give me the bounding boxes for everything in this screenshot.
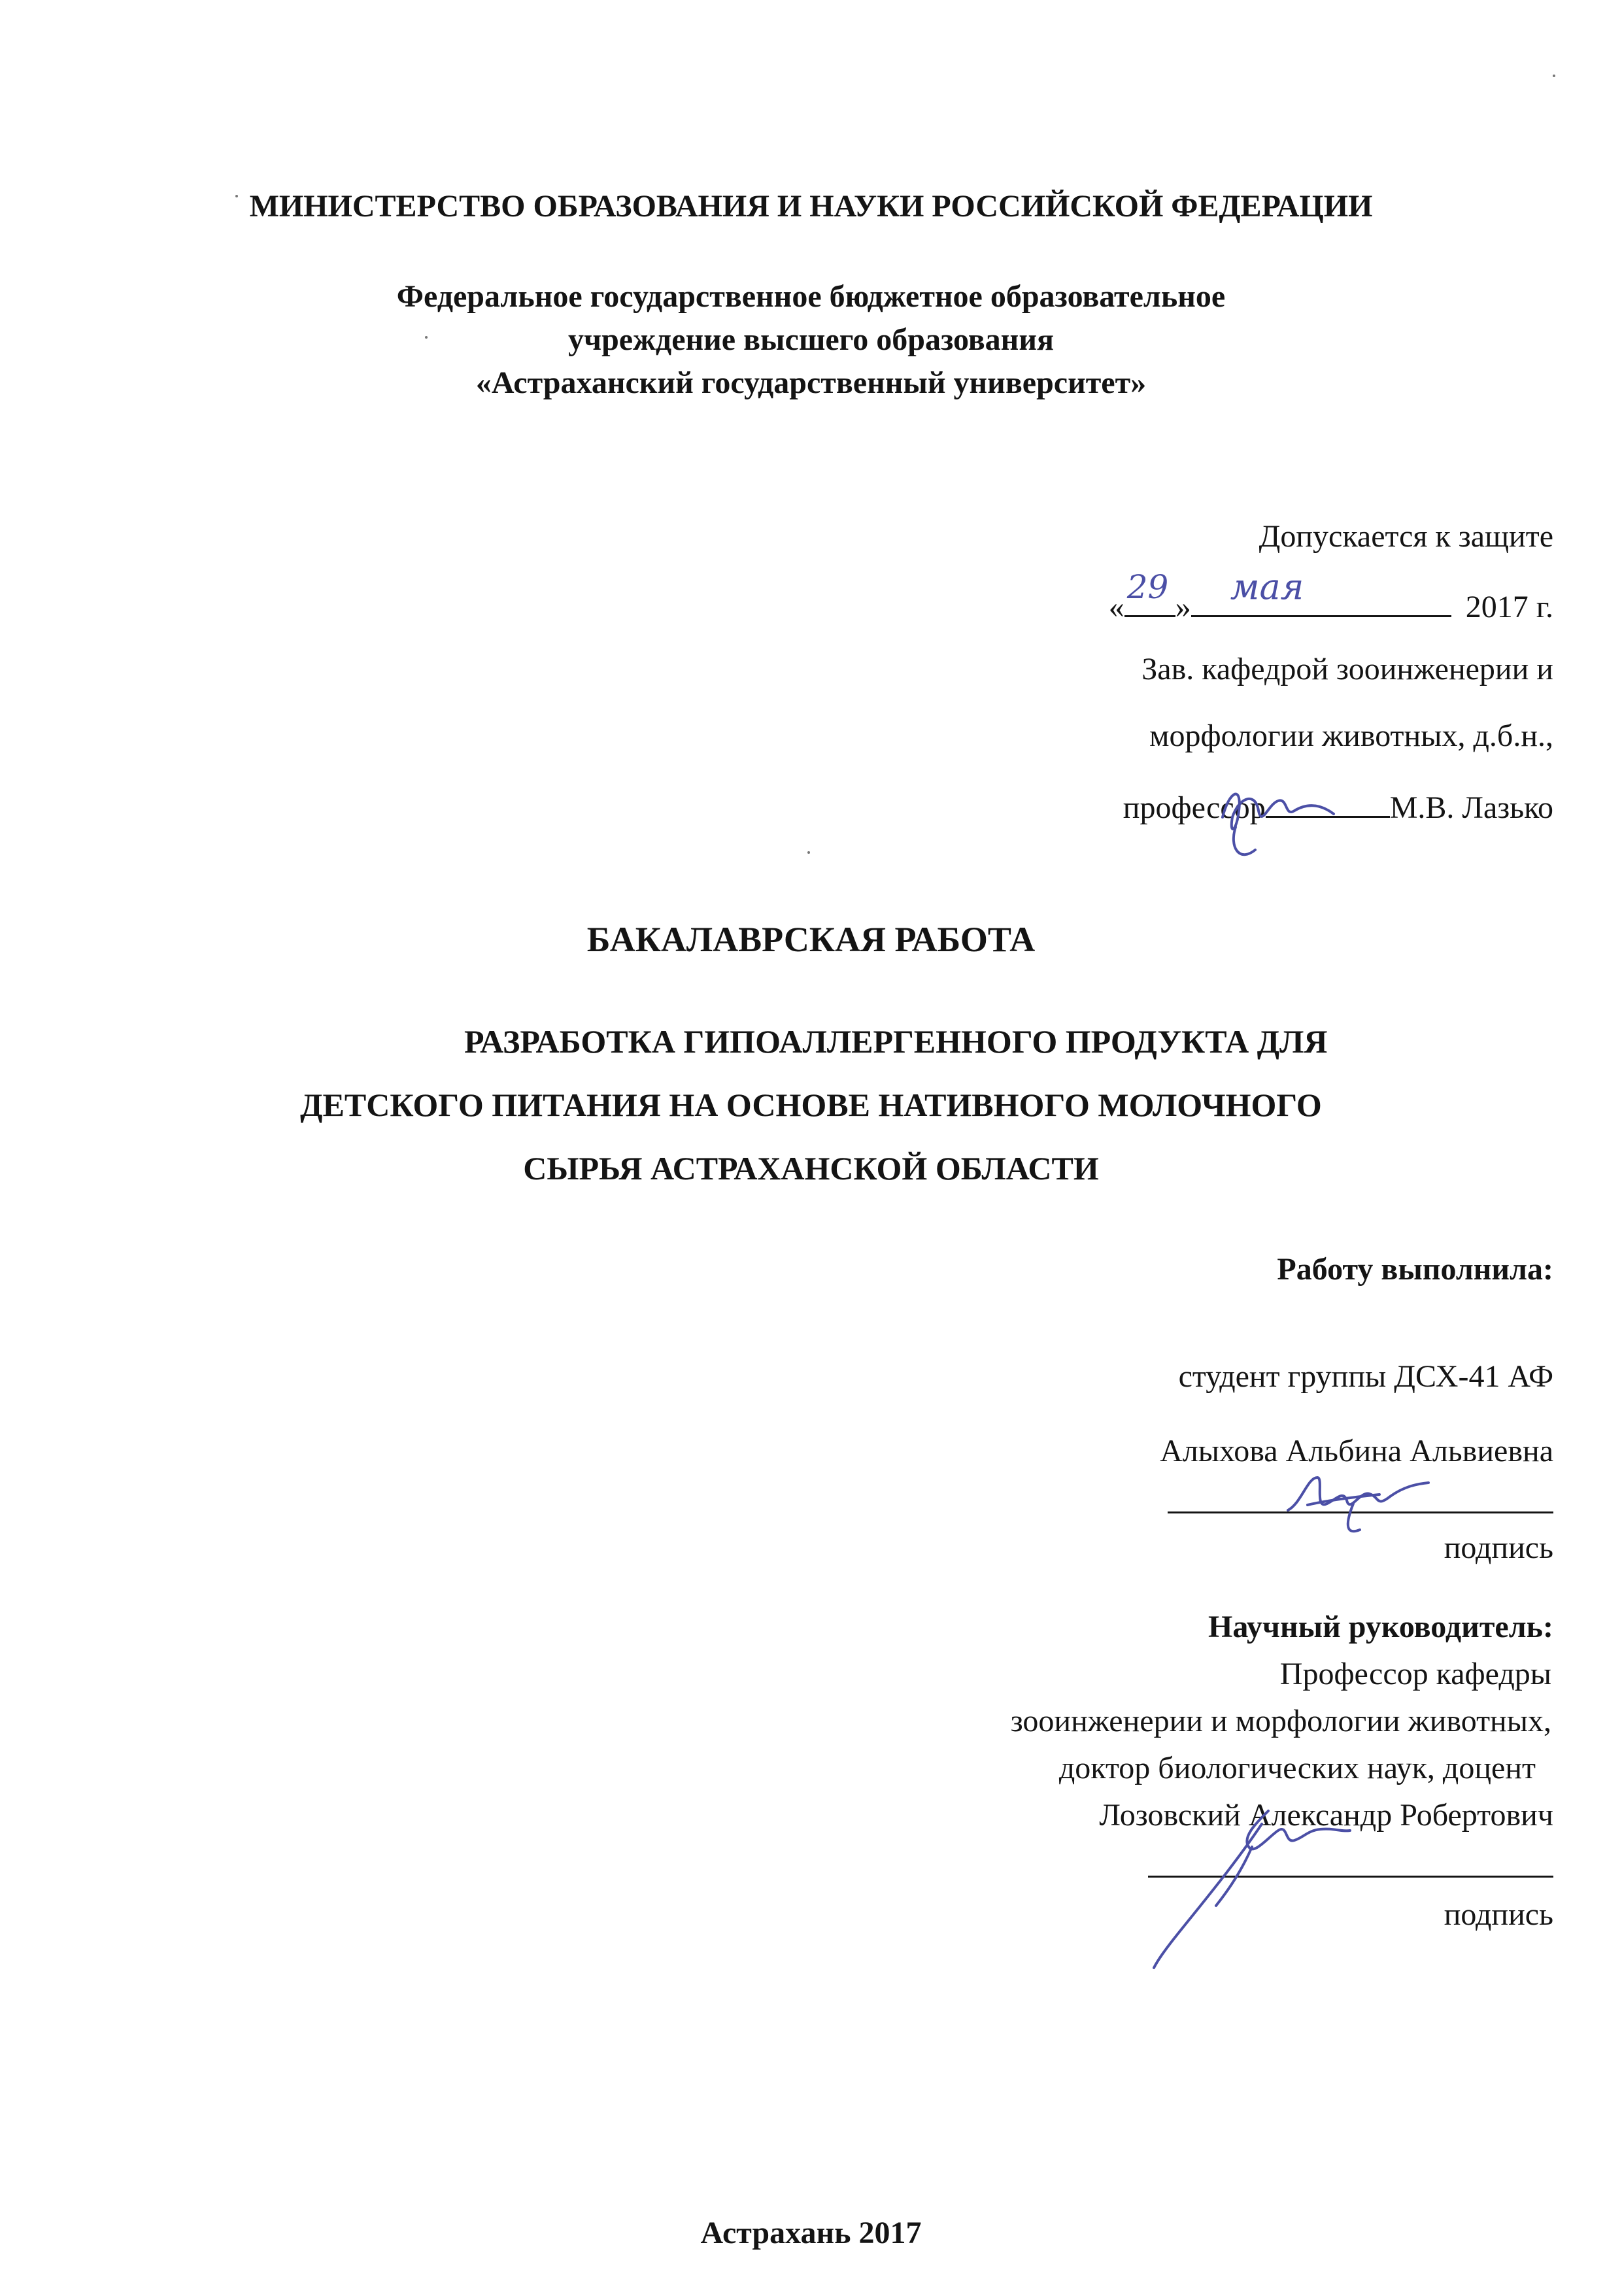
date-close-quote: » [1175, 590, 1191, 624]
head-name: М.В. Лазько [1389, 790, 1553, 825]
scan-speck [425, 336, 428, 339]
date-open-quote: « [1108, 590, 1124, 624]
institution-line-2: учреждение высшего образования [568, 322, 1054, 357]
author-group: студент группы ДСХ-41 АФ [1178, 1359, 1553, 1394]
date-day-field [1124, 568, 1175, 617]
admitted-to-defense: Допускается к защите [1259, 519, 1553, 554]
date-month-handwritten: мая [1230, 566, 1304, 607]
work-title-line-1: РАЗРАБОТКА ГИПОАЛЛЕРГЕННОГО ПРОДУКТА ДЛЯ [464, 1023, 1328, 1060]
supervisor-name: Лозовский Александр Робертович [1099, 1798, 1553, 1832]
institution-line-1: Федеральное государственное бюджетное образовательное [396, 279, 1226, 314]
supervisor-signature-caption: подпись [1444, 1897, 1553, 1932]
scan-speck [807, 851, 810, 854]
author-heading: Работу выполнила: [1277, 1252, 1553, 1287]
university-name: «Астраханский государственный университет» [475, 365, 1147, 400]
date-month-field [1191, 566, 1451, 617]
approval-date [1108, 566, 1553, 624]
department-head-line-2: морфологии животных, д.б.н., [1149, 718, 1553, 753]
supervisor-line-3: доктор биологических наук, доцент [1058, 1751, 1536, 1785]
work-type: БАКАЛАВРСКАЯ РАБОТА [586, 920, 1036, 959]
scan-speck [1553, 75, 1555, 77]
work-title-line-3: СЫРЬЯ АСТРАХАНСКОЙ ОБЛАСТИ [523, 1150, 1099, 1187]
department-head-line-1: Зав. кафедрой зооинженерии и [1141, 652, 1553, 686]
author-signature-caption: подпись [1444, 1530, 1553, 1565]
author-name: Алыхова Альбина Альвиевна [1160, 1434, 1553, 1468]
author-signature-field [1168, 1483, 1553, 1513]
supervisor-line-2: зооинженерии и морфологии животных, [1010, 1704, 1551, 1738]
department-head-signature-line [1123, 787, 1553, 824]
supervisor-signature-field [1148, 1847, 1553, 1878]
supervisor-heading: Научный руководитель: [1208, 1610, 1553, 1644]
supervisor-line-1: Профессор кафедры [1279, 1657, 1551, 1691]
date-day-handwritten: 29 [1126, 568, 1169, 606]
scan-speck [235, 195, 238, 197]
work-title-line-2: ДЕТСКОГО ПИТАНИЯ НА ОСНОВЕ НАТИВНОГО МОЛОЧНОГО [300, 1087, 1322, 1123]
head-title: профессор [1123, 790, 1266, 825]
head-signature-field [1266, 787, 1390, 818]
city-year: Астрахань 2017 [700, 2216, 922, 2250]
ministry-heading: МИНИСТЕРСТВО ОБРАЗОВАНИЯ И НАУКИ РОССИЙСКОЙ ФЕДЕРАЦИИ [249, 189, 1373, 224]
date-year: 2017 г. [1465, 590, 1553, 624]
